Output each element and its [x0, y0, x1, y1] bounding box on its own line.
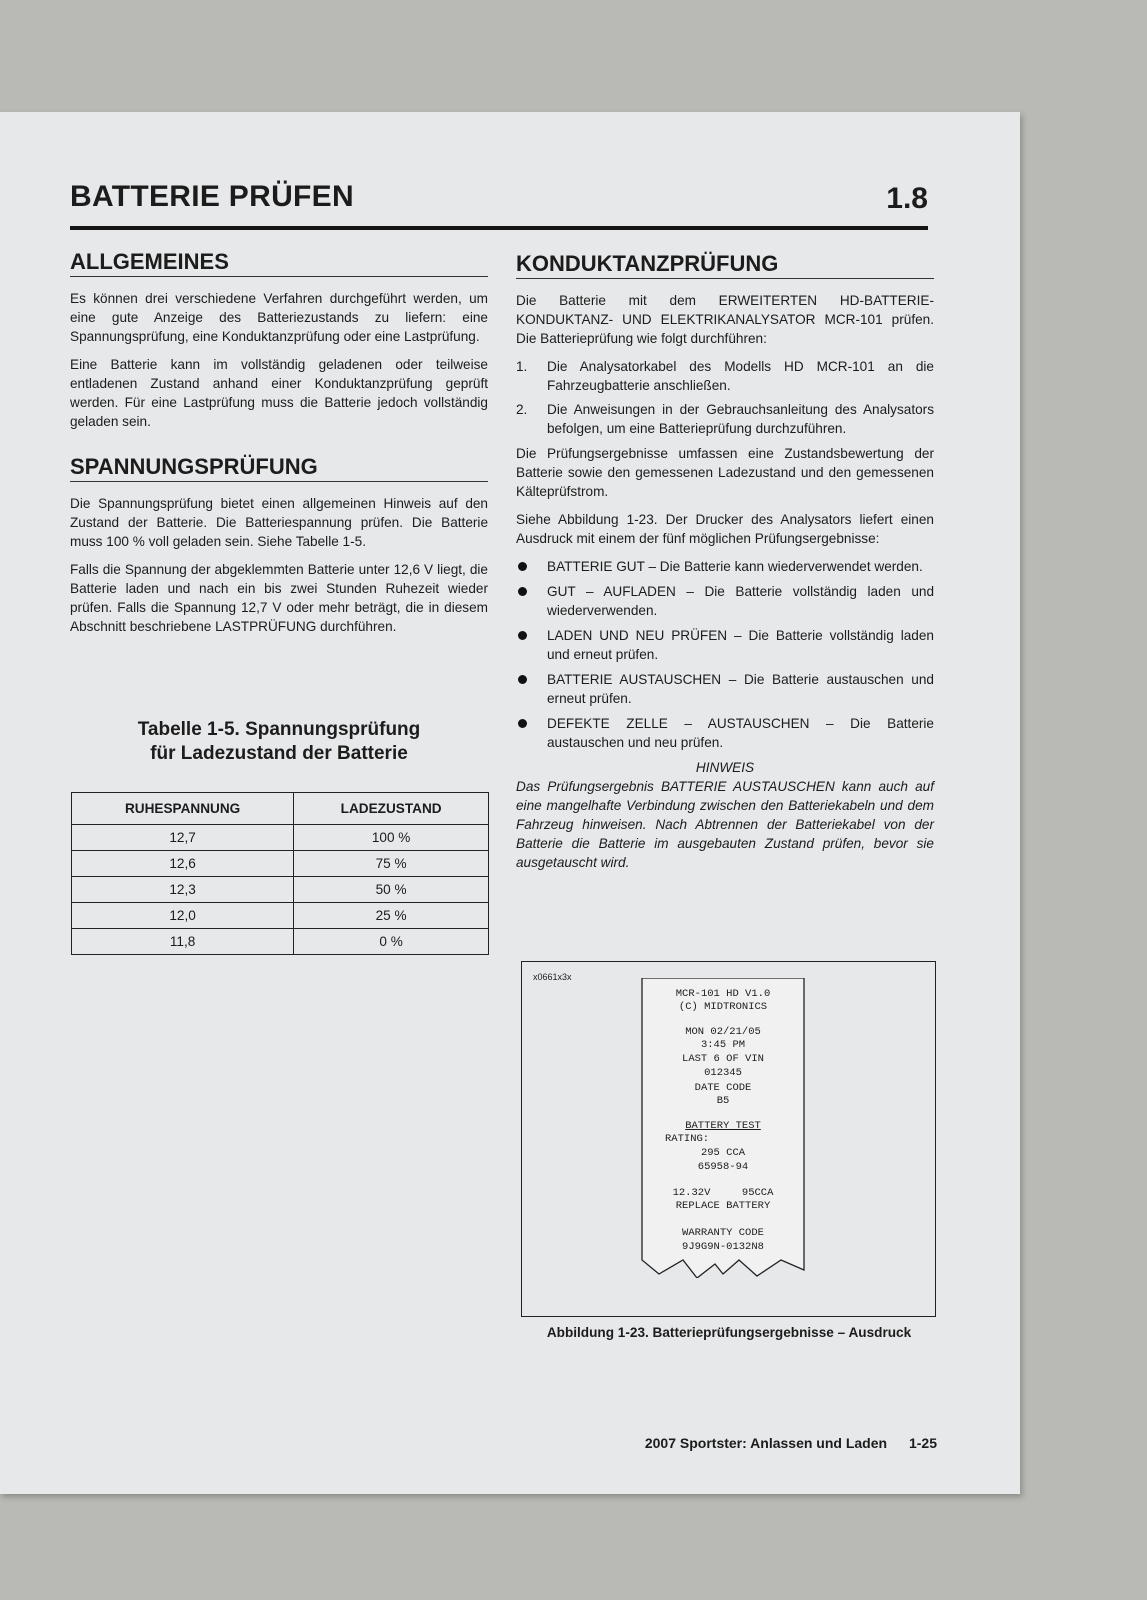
receipt-line: 295 CCA: [700, 1147, 746, 1159]
paragraph: Die Batterie mit dem ERWEITERTEN HD-BATTERIE-KONDUKTANZ- UND ELEKTRIKANALYSATOR MCR-101 prüfen. Die Batterieprüfung wie folgt durchführen:: [516, 293, 934, 346]
page-title: BATTERIE PRÜFEN: [70, 180, 354, 213]
heading-konduktanzpruefung: KONDUKTANZPRÜFUNG: [516, 254, 934, 279]
steps-list: [516, 357, 934, 438]
paragraph: Die Spannungsprüfung bietet einen allgemeinen Hinweis auf den Zustand der Batterie. Die Batteriespannung prüfen. Die Batterie muss 100 % voll geladen sein. Siehe Tabelle 1-5.: [70, 496, 488, 549]
bullet-icon: [518, 719, 527, 728]
receipt-line: 012345: [704, 1067, 742, 1079]
voltage-table: [71, 792, 489, 955]
bullet-icon: [518, 587, 527, 596]
voltage-cell: 11,8: [72, 929, 294, 955]
bullet-icon: [518, 562, 527, 571]
heading-allgemeines: ALLGEMEINES: [70, 252, 488, 277]
charge-cell: 75 %: [294, 851, 489, 877]
page-header: [70, 180, 928, 230]
page-number: 1-25: [908, 1435, 937, 1451]
receipt-line: B5: [716, 1095, 730, 1107]
charge-cell: 50 %: [294, 877, 489, 903]
charge-cell: 100 %: [294, 825, 489, 851]
footer-text: 2007 Sportster: Anlassen und Laden: [644, 1435, 888, 1451]
receipt-line: REPLACE BATTERY: [675, 1200, 771, 1212]
receipt-line: BATTERY TEST: [685, 1120, 761, 1132]
page-footer: [617, 1435, 937, 1451]
results-list: [516, 557, 934, 752]
paragraph: Die Prüfungsergebnisse umfassen eine Zustandsbewertung der Batterie sowie den gemessenen Ladezustand und den gemessenen Kälteprüfstrom.: [516, 446, 934, 499]
manual-page: [0, 112, 1020, 1494]
table-row: [72, 903, 489, 929]
receipt-line: 3:45 PM: [700, 1039, 746, 1051]
list-item: DEFEKTE ZELLE – AUSTAUSCHEN – Die Batterie austauschen und neu prüfen.: [516, 714, 934, 752]
charge-cell: 0 %: [294, 929, 489, 955]
table-row: [72, 877, 489, 903]
paragraph: Es können drei verschiedene Verfahren durchgeführt werden, um eine gute Anzeige des Batteriezustands zu liefern: eine Spannungsprüfung, eine Konduktanzprüfung oder eine Lastprüfung.: [70, 291, 488, 344]
list-item: 2. Die Anweisungen in der Gebrauchsanleitung des Analysators befolgen, um eine Batterieprüfung durchzuführen.: [516, 402, 934, 436]
table-header-row: [72, 793, 489, 825]
list-item: BATTERIE AUSTAUSCHEN – Die Batterie austauschen und erneut prüfen.: [516, 670, 934, 708]
list-item: BATTERIE GUT – Die Batterie kann wiederverwendet werden.: [516, 557, 934, 576]
bullet-icon: [518, 631, 527, 640]
figure-caption: Abbildung 1-23. Batterieprüfungsergebnisse – Ausdruck: [546, 1325, 912, 1340]
voltage-cell: 12,6: [72, 851, 294, 877]
receipt-line: 65958-94: [697, 1161, 749, 1173]
list-item: LADEN UND NEU PRÜFEN – Die Batterie vollständig laden und erneut prüfen.: [516, 626, 934, 664]
table-row: [72, 825, 489, 851]
right-column: [516, 251, 934, 872]
table-row: [72, 929, 489, 955]
note-text: Das Prüfungsergebnis BATTERIE AUSTAUSCHEN kann auch auf eine mangelhafte Verbindung zwischen den Batteriekabeln und dem Fahrzeug hinweisen. Nach Abtrennen der Batteriekabel von der Batterie die Batterie im ausgebauten Zustand prüfen, bevor sie ausgetauscht wird.: [516, 779, 934, 870]
receipt-line: LAST 6 OF VIN: [682, 1053, 764, 1065]
figure-box: [521, 961, 936, 1317]
table-row: [72, 851, 489, 877]
note-title: HINWEIS: [695, 760, 755, 775]
receipt-line: (C) MIDTRONICS: [678, 1001, 768, 1013]
column-header: LADEZUSTAND: [294, 793, 489, 825]
heading-spannungspruefung: SPANNUNGSPRÜFUNG: [70, 457, 488, 482]
table-caption: Tabelle 1-5. Spannungsprüfung für Ladezustand der Batterie: [137, 719, 421, 764]
list-item: 1. Die Analysatorkabel des Modells HD MCR-101 an die Fahrzeugbatterie anschließen.: [516, 359, 934, 393]
paragraph: Falls die Spannung der abgeklemmten Batterie unter 12,6 V liegt, die Batterie laden und nach ein bis zwei Stunden Ruhezeit wieder prüfen. Falls die Spannung 12,7 V oder mehr beträgt, die in diesem Abschnitt beschriebene LASTPRÜFUNG durchführen.: [70, 562, 488, 634]
figure-code: x0661x3x: [533, 972, 572, 982]
receipt-line: RATING:: [665, 1133, 710, 1145]
paragraph: Siehe Abbildung 1-23. Der Drucker des Analysators liefert einen Ausdruck mit einem der fünf möglichen Prüfungsergebnisse:: [516, 512, 934, 546]
receipt-line: MCR-101 HD V1.0: [675, 988, 771, 1000]
receipt-line: DATE CODE: [694, 1082, 752, 1094]
charge-cell: 25 %: [294, 903, 489, 929]
left-column: [70, 249, 488, 645]
receipt-line: MON 02/21/05: [685, 1026, 761, 1038]
printout-receipt: [641, 978, 805, 1260]
voltage-cell: 12,3: [72, 877, 294, 903]
receipt-line: 12.32V 95CCA: [672, 1187, 774, 1199]
voltage-cell: 12,7: [72, 825, 294, 851]
section-number: 1.8: [886, 182, 928, 215]
column-header: RUHESPANNUNG: [72, 793, 294, 825]
receipt-line: 9J9G9N-0132N8: [682, 1241, 764, 1253]
paragraph: Eine Batterie kann im vollständig geladenen oder teilweise entladenen Zustand anhand einer Konduktanzprüfung geprüft werden. Für eine Lastprüfung muss die Batterie jedoch vollständig geladen sein.: [70, 357, 488, 429]
receipt-line: WARRANTY CODE: [682, 1227, 764, 1239]
bullet-icon: [518, 675, 527, 684]
list-item: GUT – AUFLADEN – Die Batterie vollständig laden und wiederverwenden.: [516, 582, 934, 620]
voltage-cell: 12,0: [72, 903, 294, 929]
